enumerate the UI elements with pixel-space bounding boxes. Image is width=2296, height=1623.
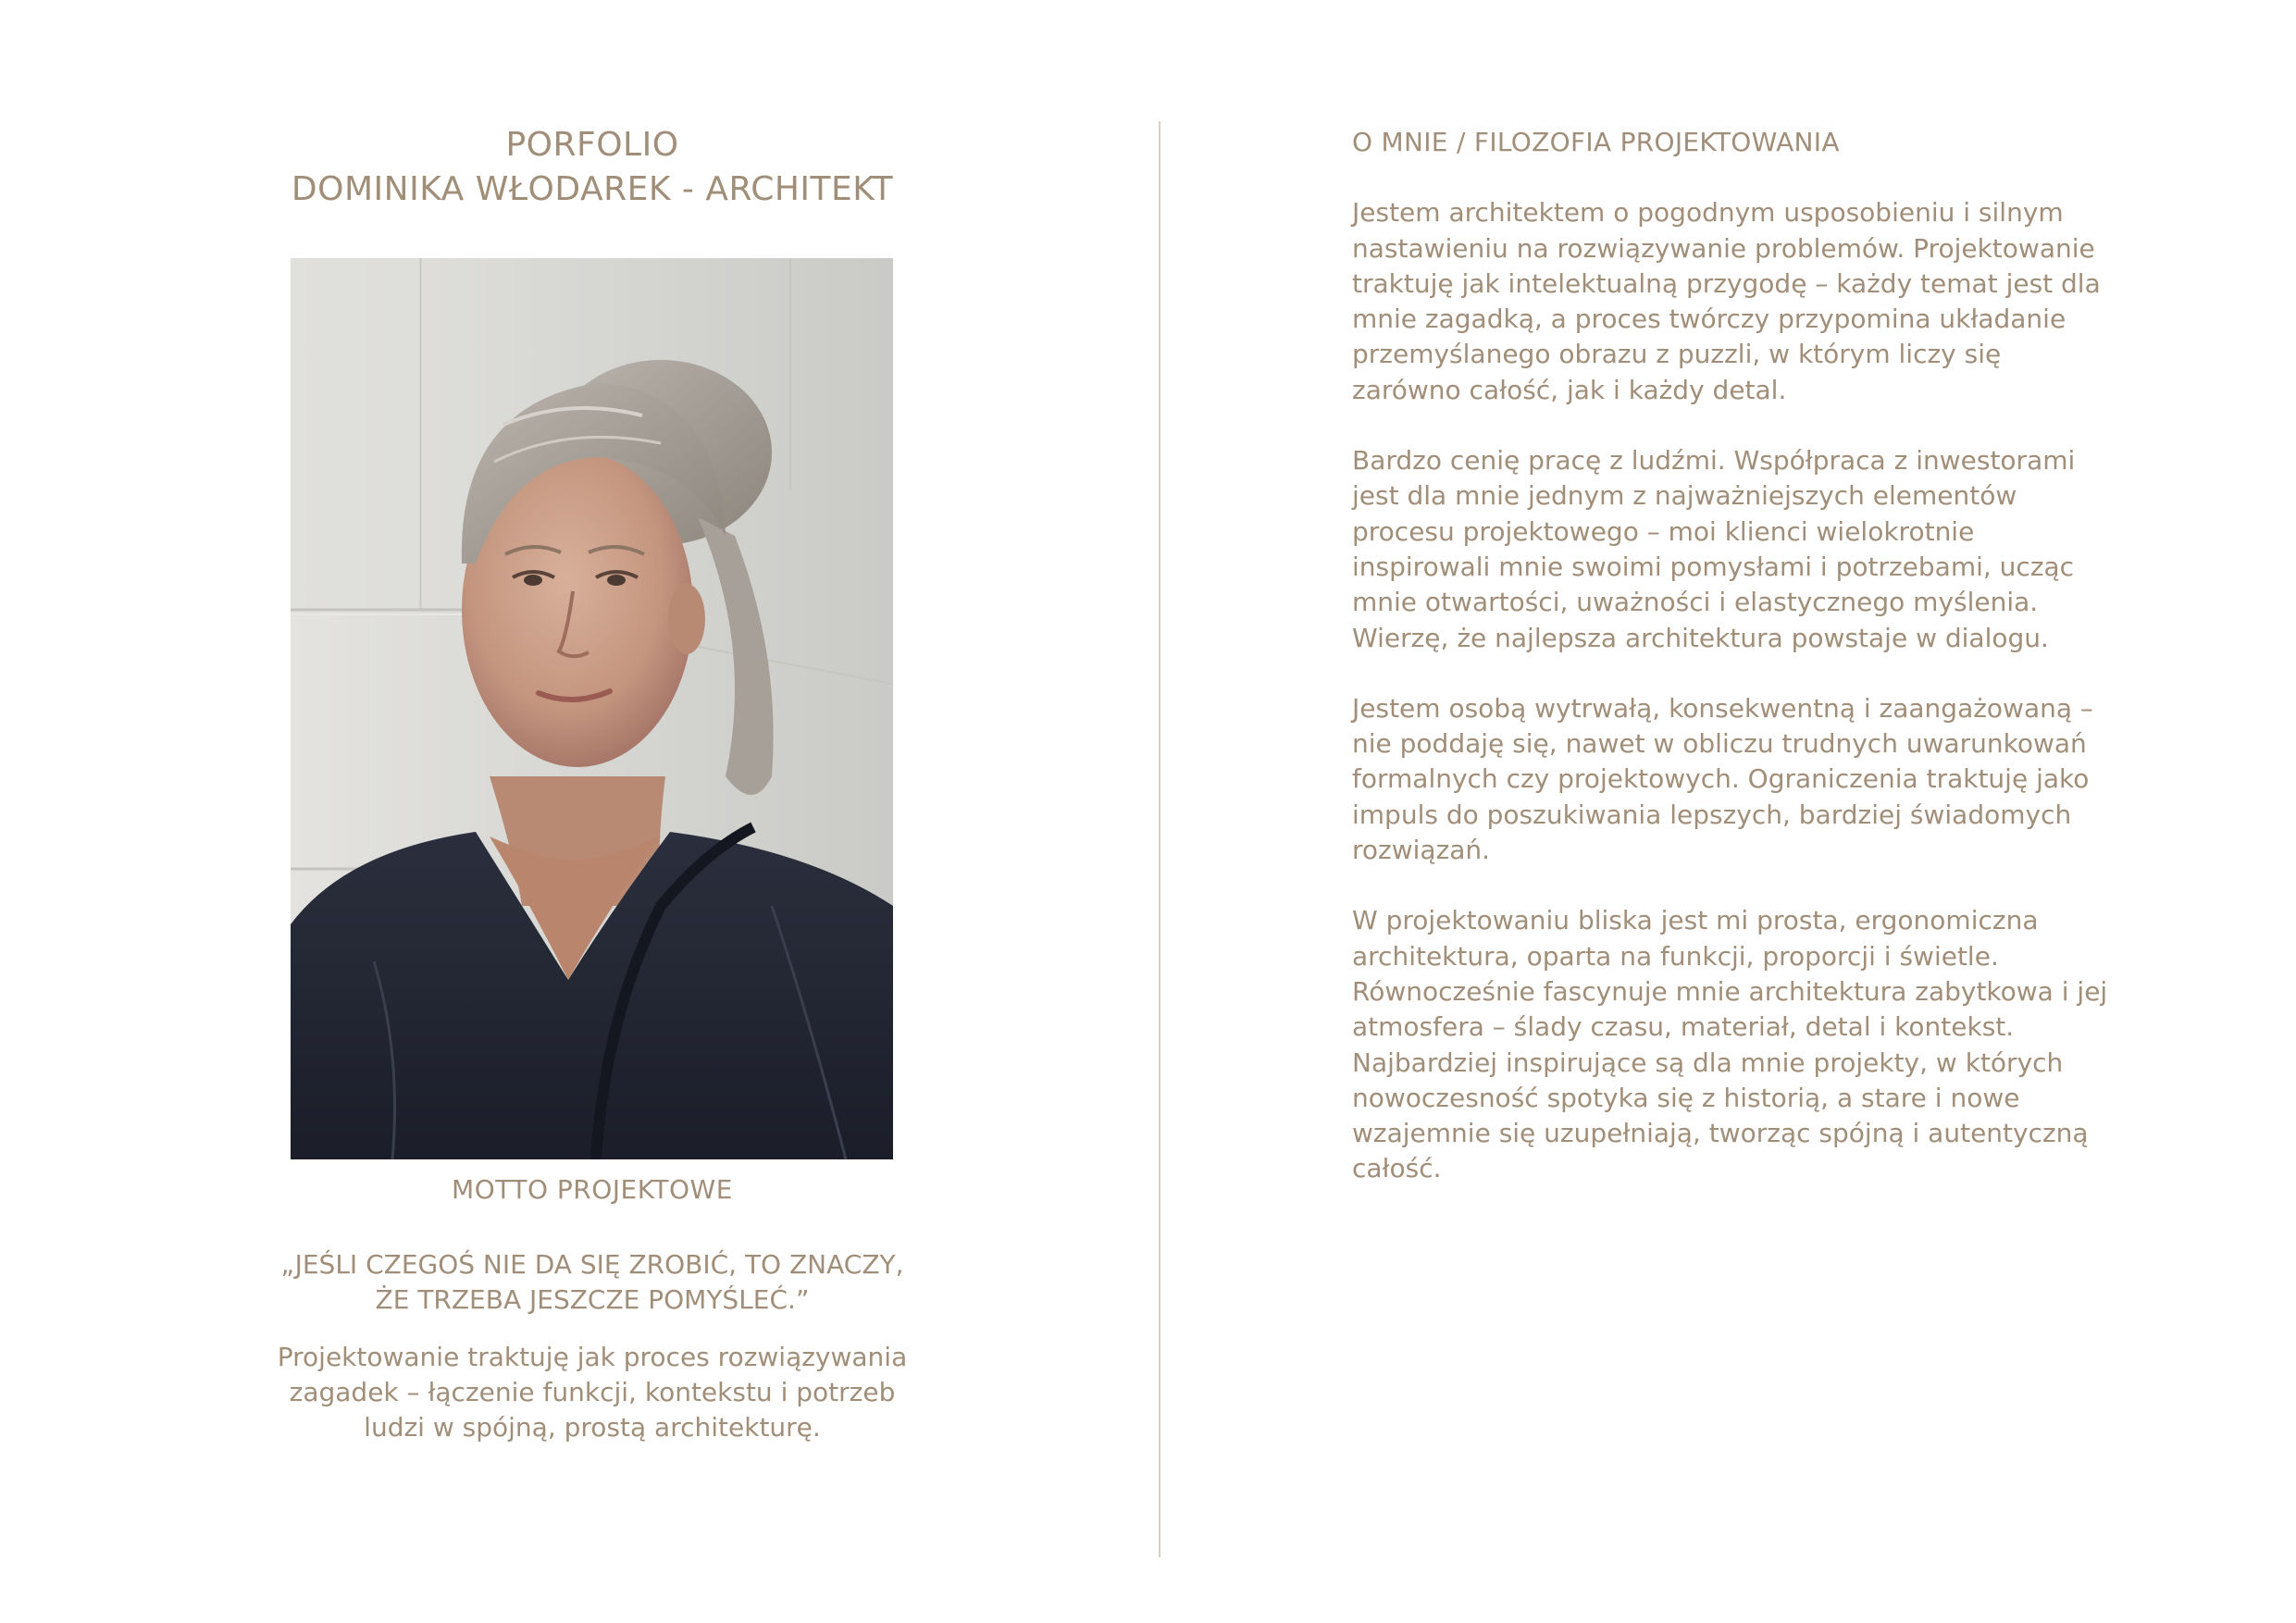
paragraph-line: całość. xyxy=(1352,1153,1442,1184)
paragraph-line: Równocześnie fascynuje mnie architektura zabytkowa i jej xyxy=(1352,975,2108,1007)
paragraph-line: mnie zagadką, a proces twórczy przypomina układanie xyxy=(1352,304,2066,335)
title-line-portfolio: PORFOLIO xyxy=(505,126,679,164)
paragraph-line: W projektowaniu bliska jest mi prosta, ergonomiczna xyxy=(1352,905,2039,936)
paragraph-line: Najbardziej inspirujące są dla mnie projekty, w których xyxy=(1352,1047,2064,1078)
paragraph-line: inspirowali mnie swoimi pomysłami i potrzebami, ucząc xyxy=(1352,551,2075,582)
about-title-text: O MNIE / FILOZOFIA PROJEKTOWANIA xyxy=(1352,127,1840,157)
motto-quote-line: ŻE TRZEBA JESZCZE POMYŚLEĆ.” xyxy=(375,1284,810,1315)
about-paragraph-4 xyxy=(1352,903,2185,1186)
motto-description-line: Projektowanie traktuję jak proces rozwiązywania xyxy=(277,1342,908,1372)
about-paragraph-2 xyxy=(1352,443,2185,656)
paragraph-line: wzajemnie się uzupełniają, tworząc spójną i autentyczną xyxy=(1352,1118,2089,1149)
paragraph-line: formalnych czy projektowych. Ograniczenia traktuję jako xyxy=(1352,763,2090,795)
about-section xyxy=(1352,125,2185,1222)
title-line-name: DOMINIKA WŁODAREK - ARCHITEKT xyxy=(291,170,894,208)
paragraph-line: zarówno całość, jak i każdy detal. xyxy=(1352,374,1787,405)
paragraph-line: nowoczesność spotyka się z historią, a stare i nowe xyxy=(1352,1082,2020,1113)
motto-description-line: ludzi w spójną, prostą architekturę. xyxy=(364,1412,821,1443)
paragraph-line: jest dla mnie jednym z najważniejszych elementów xyxy=(1352,480,2017,512)
paragraph-line: Bardzo cenię pracę z ludźmi. Współpraca z inwestorami xyxy=(1352,445,2076,477)
paragraph-line: Jestem architektem o pogodnym usposobieniu i silnym xyxy=(1352,197,2064,229)
paragraph-line: atmosfera – ślady czasu, materiał, detal i kontekst. xyxy=(1352,1011,2015,1043)
paragraph-line: przemyślanego obrazu z puzzli, w którym liczy się xyxy=(1352,339,2002,370)
paragraph-line: Wierzę, że najlepsza architektura powstaje w dialogu. xyxy=(1352,622,2049,653)
page-title xyxy=(222,123,962,212)
motto-quote-line: „JEŚLI CZEGOŚ NIE DA SIĘ ZROBIĆ, TO ZNACZY, xyxy=(280,1249,904,1280)
motto-description-line: zagadek – łączenie funkcji, kontekstu i potrzeb xyxy=(289,1377,896,1407)
about-paragraph-1 xyxy=(1352,195,2185,408)
paragraph-line: rozwiązań. xyxy=(1352,835,1491,866)
paragraph-line: impuls do poszukiwania lepszych, bardziej świadomych xyxy=(1352,799,2072,830)
paragraph-line: nie poddaję się, nawet w obliczu trudnych uwarunkowań xyxy=(1352,728,2087,760)
paragraph-line: nastawieniu na rozwiązywanie problemów. Projektowanie xyxy=(1352,232,2095,264)
paragraph-line: architektura, oparta na funkcji, proporcji i świetle. xyxy=(1352,940,1999,972)
paragraph-line: traktuję jak intelektualną przygodę – każdy temat jest dla xyxy=(1352,267,2101,299)
about-title xyxy=(1352,125,2185,160)
paragraph-line: Jestem osobą wytrwałą, konsekwentną i zaangażowaną – xyxy=(1352,692,2093,724)
about-paragraph-3 xyxy=(1352,691,2185,868)
motto-quote xyxy=(222,1247,962,1318)
portrait-photo xyxy=(291,258,893,1159)
column-divider xyxy=(1159,121,1160,1557)
motto-description xyxy=(222,1340,962,1445)
motto-heading: MOTTO PROJEKTOWE xyxy=(452,1174,733,1205)
paragraph-line: procesu projektowego – moi klienci wielokrotnie xyxy=(1352,515,1975,547)
paragraph-line: mnie otwartości, uważności i elastycznego myślenia. xyxy=(1352,587,2039,618)
